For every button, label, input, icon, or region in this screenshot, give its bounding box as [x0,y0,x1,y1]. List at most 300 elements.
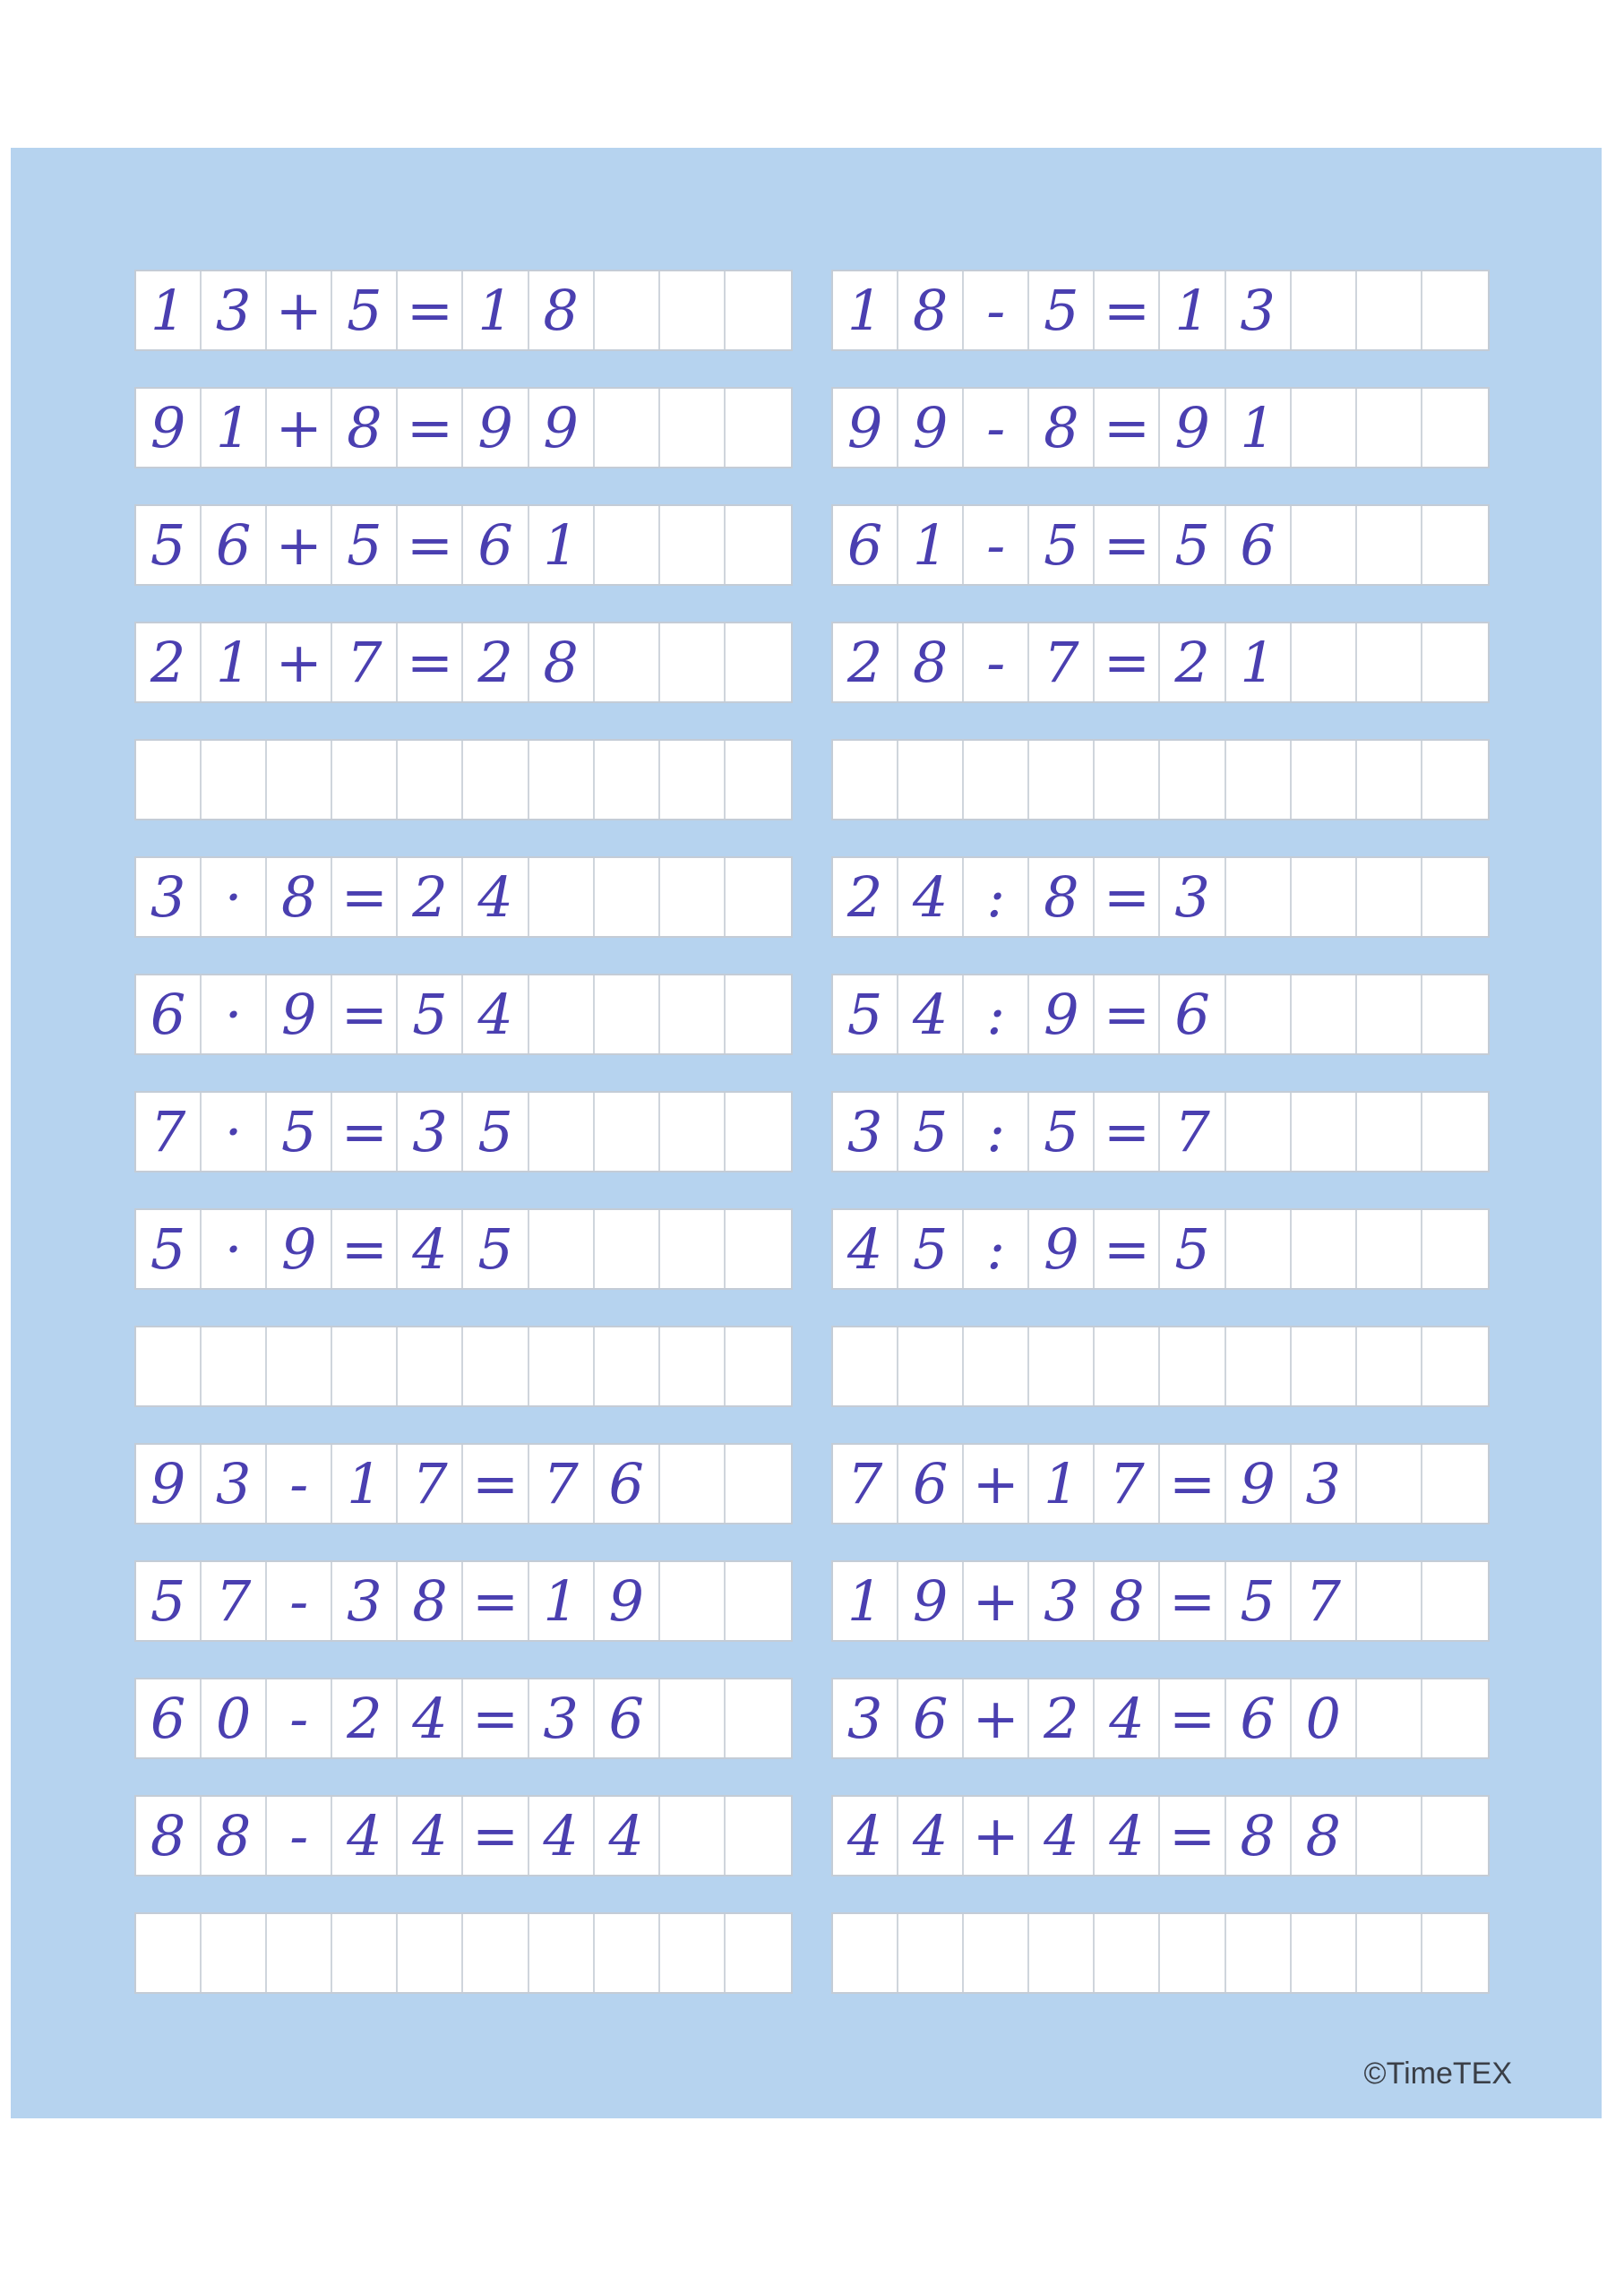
square-cell: 7 [398,1445,463,1523]
equation-strip [831,856,1490,938]
square-cell [1029,1327,1095,1405]
square-cell: 4 [332,1797,398,1875]
square-cell: 5 [1226,1562,1292,1640]
square-cell [726,1445,791,1523]
square-cell [726,741,791,819]
square-cell: = [398,389,463,467]
square-cell: 5 [1029,271,1095,349]
square-cell [398,1914,463,1992]
square-cell [1292,858,1357,936]
equation-strip [134,622,793,703]
square-cell: 3 [136,858,202,936]
square-cell: 9 [1226,1445,1292,1523]
square-cell: 5 [898,1210,964,1288]
square-cell: 6 [898,1445,964,1523]
square-cell [202,1914,267,1992]
square-cell [595,1327,660,1405]
copyright-label: ©TimeTEX [1363,2057,1512,2091]
square-cell [1292,623,1357,701]
square-cell [833,1914,898,1992]
square-cell [898,1327,964,1405]
square-cell: 5 [1029,506,1095,584]
square-cell: 1 [1226,389,1292,467]
square-cell: 5 [1160,1210,1225,1288]
square-cell: 5 [267,1093,332,1171]
square-cell: 7 [1160,1093,1225,1171]
square-cell: = [398,271,463,349]
square-cell: 4 [595,1797,660,1875]
square-cell [1226,858,1292,936]
equation-strip [134,856,793,938]
square-cell: 1 [833,1562,898,1640]
square-cell [529,1210,595,1288]
square-cell [1357,1914,1422,1992]
square-cell: 8 [202,1797,267,1875]
equation-strip [134,1560,793,1642]
square-cell [136,1327,202,1405]
square-cell: = [463,1679,528,1757]
square-cell [1357,1679,1422,1757]
square-cell: 3 [833,1679,898,1757]
square-cell: 4 [529,1797,595,1875]
square-cell: 6 [136,975,202,1053]
square-cell [898,1914,964,1992]
square-cell [1029,741,1095,819]
square-cell [202,1327,267,1405]
square-cell: 1 [1226,623,1292,701]
square-cell [833,741,898,819]
square-cell: 9 [1160,389,1225,467]
equation-strip [831,1678,1490,1759]
square-cell [660,1210,726,1288]
square-cell: - [964,623,1029,701]
equation-strip [134,1091,793,1172]
square-cell: = [463,1562,528,1640]
square-cell [1160,1327,1225,1405]
square-cell: 3 [1160,858,1225,936]
square-cell: 6 [1160,975,1225,1053]
square-cell: = [398,623,463,701]
square-cell [726,1797,791,1875]
square-cell [398,741,463,819]
square-cell [726,1562,791,1640]
square-cell: 7 [529,1445,595,1523]
equation-strip [134,1678,793,1759]
square-cell: 0 [1292,1679,1357,1757]
square-cell: - [964,389,1029,467]
square-cell: 5 [833,975,898,1053]
square-cell [1422,1797,1488,1875]
square-cell [1357,975,1422,1053]
square-cell [726,858,791,936]
square-cell: : [964,858,1029,936]
square-cell: 9 [267,975,332,1053]
square-cell [660,271,726,349]
square-cell: - [267,1797,332,1875]
square-cell [1292,741,1357,819]
square-cell [1160,741,1225,819]
square-cell: = [1095,506,1160,584]
square-cell [726,389,791,467]
square-cell: 2 [1160,623,1225,701]
square-cell: 5 [463,1093,528,1171]
square-cell [1422,1093,1488,1171]
square-cell: + [964,1562,1029,1640]
square-cell: 9 [267,1210,332,1288]
square-cell [726,623,791,701]
square-cell [1095,741,1160,819]
square-cell: + [267,623,332,701]
square-cell [1422,1562,1488,1640]
square-cell: = [463,1797,528,1875]
square-cell [1422,506,1488,584]
square-cell: · [202,1210,267,1288]
square-cell: 6 [595,1445,660,1523]
square-cell [726,506,791,584]
square-cell [1422,389,1488,467]
square-cell: : [964,1093,1029,1171]
square-cell: 1 [463,271,528,349]
square-cell: 4 [898,975,964,1053]
square-cell: 7 [202,1562,267,1640]
square-cell: = [1160,1679,1225,1757]
square-cell: 9 [898,389,964,467]
square-cell: 4 [463,858,528,936]
square-cell: 9 [463,389,528,467]
square-cell: - [964,506,1029,584]
equation-strip [134,387,793,468]
square-cell: 8 [136,1797,202,1875]
square-cell: 4 [1095,1679,1160,1757]
square-cell: 9 [833,389,898,467]
square-cell: 3 [202,1445,267,1523]
square-cell [1292,1210,1357,1288]
square-cell [529,741,595,819]
square-cell: = [1095,975,1160,1053]
square-cell [1422,1914,1488,1992]
square-cell: 3 [398,1093,463,1171]
square-cell [1422,271,1488,349]
square-cell [660,1327,726,1405]
square-cell: + [267,389,332,467]
square-cell [595,741,660,819]
square-cell: = [332,975,398,1053]
square-cell [726,271,791,349]
equation-strip [134,504,793,586]
square-cell: 4 [833,1210,898,1288]
square-cell [1292,506,1357,584]
square-cell: 5 [136,1210,202,1288]
square-cell: 4 [833,1797,898,1875]
square-cell: 1 [833,271,898,349]
square-cell [136,1914,202,1992]
square-cell [660,975,726,1053]
square-cell: 5 [463,1210,528,1288]
square-cell: 1 [529,506,595,584]
square-cell: 3 [1029,1562,1095,1640]
square-cell: + [267,271,332,349]
square-cell [1422,1327,1488,1405]
square-cell: 6 [463,506,528,584]
square-cell: 6 [833,506,898,584]
square-cell [964,741,1029,819]
square-cell: 8 [332,389,398,467]
square-cell [332,1327,398,1405]
square-cell: 7 [1292,1562,1357,1640]
square-cell [1357,858,1422,936]
square-cell: 3 [529,1679,595,1757]
square-cell: 5 [898,1093,964,1171]
square-cell [595,1093,660,1171]
square-cell [267,1327,332,1405]
square-cell: 4 [1095,1797,1160,1875]
square-cell [595,1914,660,1992]
square-cell: 6 [202,506,267,584]
square-cell: 4 [398,1679,463,1757]
square-cell [1422,1445,1488,1523]
square-cell [1226,1327,1292,1405]
square-cell [595,389,660,467]
square-cell [660,1797,726,1875]
square-cell [463,741,528,819]
square-cell: = [398,506,463,584]
square-cell [1095,1914,1160,1992]
square-cell: = [332,858,398,936]
equation-strip [831,504,1490,586]
worksheet-sheet [11,148,1602,2118]
square-cell [267,1914,332,1992]
square-cell: = [1095,623,1160,701]
square-cell [1292,389,1357,467]
square-cell [1226,1093,1292,1171]
equation-strip [831,1326,1490,1407]
square-cell [1422,975,1488,1053]
square-cell [529,1327,595,1405]
equation-strip [831,270,1490,351]
equation-strip [134,1326,793,1407]
square-cell: 9 [595,1562,660,1640]
square-cell: 4 [898,1797,964,1875]
square-cell [267,741,332,819]
square-cell [1029,1914,1095,1992]
square-cell: 4 [398,1797,463,1875]
square-cell: · [202,975,267,1053]
square-cell: 6 [136,1679,202,1757]
square-cell: = [1095,1093,1160,1171]
square-cell [660,1914,726,1992]
square-cell [964,1327,1029,1405]
square-cell [1226,1210,1292,1288]
square-cell [964,1914,1029,1992]
square-cell: = [1095,389,1160,467]
square-cell [1357,623,1422,701]
square-cell: 1 [202,389,267,467]
square-cell: · [202,1093,267,1171]
square-cell [726,1327,791,1405]
square-cell [726,1093,791,1171]
square-cell: = [1160,1445,1225,1523]
square-cell: 8 [529,271,595,349]
square-cell: 6 [898,1679,964,1757]
square-cell: 8 [398,1562,463,1640]
equation-strip [134,1912,793,1994]
square-cell: 5 [332,506,398,584]
square-cell: 8 [1226,1797,1292,1875]
equation-strip [831,1560,1490,1642]
square-cell: = [1095,271,1160,349]
square-cell: 3 [1292,1445,1357,1523]
square-cell [595,975,660,1053]
square-cell: : [964,1210,1029,1288]
square-cell [1422,858,1488,936]
square-cell [898,741,964,819]
square-cell: - [267,1562,332,1640]
square-cell [726,1210,791,1288]
square-cell [1292,1327,1357,1405]
square-cell: 8 [898,623,964,701]
square-cell: 7 [1095,1445,1160,1523]
square-cell: 6 [1226,1679,1292,1757]
square-cell: · [202,858,267,936]
square-cell: = [1095,1210,1160,1288]
equation-strip [831,974,1490,1055]
square-cell: 1 [136,271,202,349]
equation-strip [831,739,1490,820]
square-cell [1357,389,1422,467]
equation-strip [831,1912,1490,1994]
square-cell [595,271,660,349]
square-cell [1357,1327,1422,1405]
square-cell: - [964,271,1029,349]
square-cell [833,1327,898,1405]
square-cell: + [267,506,332,584]
square-cell [1357,1562,1422,1640]
square-cell [1422,1210,1488,1288]
square-cell: + [964,1797,1029,1875]
square-cell: 3 [1226,271,1292,349]
square-cell [660,506,726,584]
square-cell: 7 [332,623,398,701]
square-cell [726,1914,791,1992]
equation-strip [134,974,793,1055]
square-cell: 7 [833,1445,898,1523]
square-cell: 3 [202,271,267,349]
square-cell [1226,741,1292,819]
square-cell: 9 [529,389,595,467]
square-cell: 7 [136,1093,202,1171]
square-cell: 6 [1226,506,1292,584]
square-cell [529,1914,595,1992]
square-cell [660,1445,726,1523]
square-cell [1357,506,1422,584]
square-cell: 5 [136,1562,202,1640]
square-cell: 7 [1029,623,1095,701]
square-cell: 2 [398,858,463,936]
square-cell: 0 [202,1679,267,1757]
square-cell: 4 [463,975,528,1053]
square-cell [1226,1914,1292,1992]
square-cell: 5 [1029,1093,1095,1171]
equation-strip [831,622,1490,703]
square-cell [529,858,595,936]
square-cell: 2 [463,623,528,701]
square-cell [136,741,202,819]
square-cell: 5 [1160,506,1225,584]
square-cell: + [964,1445,1029,1523]
equation-strip [831,1208,1490,1290]
square-cell [595,623,660,701]
square-cell: 1 [898,506,964,584]
square-cell [660,1562,726,1640]
square-cell [660,389,726,467]
square-cell: 5 [398,975,463,1053]
square-cell [660,858,726,936]
square-cell: 1 [1029,1445,1095,1523]
square-cell: 9 [1029,975,1095,1053]
square-cell: 1 [332,1445,398,1523]
square-cell [1422,1679,1488,1757]
square-cell [463,1914,528,1992]
square-cell: 2 [833,623,898,701]
square-cell [332,741,398,819]
square-cell [660,623,726,701]
square-cell: 9 [898,1562,964,1640]
square-cell: 8 [1292,1797,1357,1875]
square-cell [660,741,726,819]
square-cell: 4 [898,858,964,936]
square-cell [529,975,595,1053]
square-cell: 2 [332,1679,398,1757]
square-cell: 2 [136,623,202,701]
square-cell [202,741,267,819]
square-cell [1357,1445,1422,1523]
square-cell [595,858,660,936]
square-cell [1226,975,1292,1053]
equation-strip [134,1443,793,1524]
square-cell: 8 [898,271,964,349]
square-cell: 8 [529,623,595,701]
square-cell: 8 [1029,858,1095,936]
square-cell: 1 [529,1562,595,1640]
square-cell: 4 [1029,1797,1095,1875]
equation-strip [831,387,1490,468]
square-cell [726,975,791,1053]
square-cell: 8 [1029,389,1095,467]
square-cell [398,1327,463,1405]
square-cell [1422,623,1488,701]
square-cell [1292,1093,1357,1171]
square-cell: 9 [1029,1210,1095,1288]
square-cell [1357,271,1422,349]
square-cell: 8 [1095,1562,1160,1640]
square-cell: - [267,1679,332,1757]
square-cell: = [1095,858,1160,936]
square-cell: 8 [267,858,332,936]
square-cell: 5 [332,271,398,349]
square-cell [595,506,660,584]
square-cell: 1 [202,623,267,701]
square-cell [726,1679,791,1757]
square-cell: 2 [1029,1679,1095,1757]
equation-strip [831,1795,1490,1876]
square-cell: 4 [398,1210,463,1288]
square-cell: 3 [332,1562,398,1640]
square-cell: 1 [1160,271,1225,349]
square-cell: = [1160,1797,1225,1875]
square-cell: 3 [833,1093,898,1171]
equation-strip [831,1091,1490,1172]
square-cell [595,1210,660,1288]
